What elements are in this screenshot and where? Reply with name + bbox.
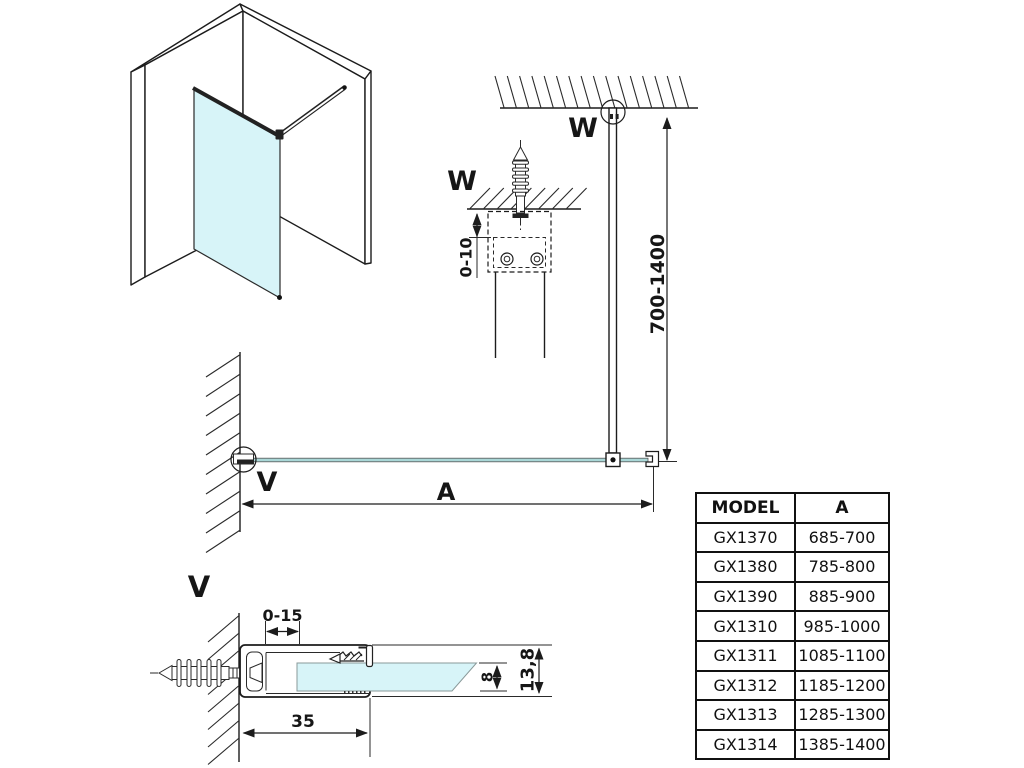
hatch-stroke xyxy=(206,511,240,533)
right-wall-end-edge xyxy=(365,71,371,264)
a-value-cell: 985-1000 xyxy=(795,611,889,641)
hatch-stroke xyxy=(206,414,240,436)
hatch-stroke xyxy=(507,76,516,108)
hatch-stroke xyxy=(643,76,652,108)
bar-screw-dot-left xyxy=(610,114,613,119)
glass-panel-section xyxy=(297,663,477,691)
hatch-stroke xyxy=(206,531,240,553)
anchor-screw-head xyxy=(513,214,529,219)
hatch-stroke xyxy=(206,394,240,416)
hatch-stroke xyxy=(532,76,541,108)
anchor-rib xyxy=(513,161,529,164)
anchor-tip-h xyxy=(159,666,172,681)
hatch-stroke xyxy=(581,76,590,108)
a-value-cell: 1285-1300 xyxy=(795,700,889,730)
bar-screw-dot-right xyxy=(616,114,619,119)
hatch-stroke xyxy=(593,76,602,108)
width-dimension-label: A xyxy=(436,478,456,506)
model-cell: GX1313 xyxy=(696,700,795,730)
hatch-stroke xyxy=(557,76,566,108)
glass-top-edge-line xyxy=(253,458,648,462)
anchor-rib xyxy=(513,182,529,185)
hatch-stroke xyxy=(206,492,240,514)
hatch-stroke xyxy=(544,76,553,108)
anchor-tip xyxy=(514,147,528,160)
depth-dimension-label: 35 xyxy=(291,712,315,732)
anchor-rib xyxy=(513,189,529,192)
table-row xyxy=(696,671,889,701)
hatch-stroke xyxy=(630,76,639,108)
model-column-header: MODEL xyxy=(696,493,795,523)
hatch-stroke xyxy=(206,355,240,377)
hatch-stroke xyxy=(618,76,627,108)
detail-v xyxy=(150,570,552,765)
hatch-stroke xyxy=(655,76,664,108)
a-value-cell: 1385-1400 xyxy=(795,730,889,760)
hatch-stroke xyxy=(680,76,689,108)
anchor-rib-h xyxy=(187,660,191,687)
table-row xyxy=(696,523,889,553)
table-row xyxy=(696,641,889,671)
ceiling-anchor-plug xyxy=(513,140,529,230)
glass-floor-foot-dot xyxy=(277,295,282,300)
detail-v-label: V xyxy=(187,570,211,604)
hatch-stroke xyxy=(206,375,240,397)
a-value-cell: 1085-1100 xyxy=(795,641,889,671)
marker-w-label: W xyxy=(568,113,598,144)
height-dimension-label: 700-1400 xyxy=(647,233,669,335)
hatch-stroke xyxy=(206,472,240,494)
model-cell: GX1310 xyxy=(696,611,795,641)
bracket-hole-left xyxy=(501,253,513,265)
anchor-rib xyxy=(513,175,529,178)
gap-dimension-label: 0-10 xyxy=(456,237,476,278)
iso-view xyxy=(131,4,371,300)
detail-w xyxy=(447,140,586,358)
hatch-stroke xyxy=(667,76,676,108)
hatch-stroke xyxy=(569,76,578,108)
inset-dimension-label: 0-15 xyxy=(262,606,303,625)
a-value-cell: 885-900 xyxy=(795,582,889,612)
hatch-stroke xyxy=(606,76,615,108)
a-column-header: A xyxy=(795,493,889,523)
table-row xyxy=(696,700,889,730)
anchor-rib-h xyxy=(217,660,221,687)
hatch-stroke xyxy=(495,76,504,108)
marker-v-label: V xyxy=(256,467,278,498)
model-cell: GX1380 xyxy=(696,552,795,582)
wall-profile-glass-edge xyxy=(237,460,254,464)
bar-clamp-3d xyxy=(276,130,284,140)
anchor-rib-h xyxy=(197,660,201,687)
a-value-cell: 785-800 xyxy=(795,552,889,582)
hatch-stroke xyxy=(520,76,529,108)
ceiling-hatch xyxy=(495,76,689,108)
model-table xyxy=(695,492,890,760)
table-row xyxy=(696,611,889,641)
table-row xyxy=(696,730,889,760)
detail-v-wall-hatch xyxy=(208,616,239,765)
model-cell: GX1312 xyxy=(696,671,795,701)
anchor-rib-h xyxy=(177,660,181,687)
a-value-cell: 1185-1200 xyxy=(795,671,889,701)
connector-bolt-dot xyxy=(610,457,615,462)
table-row xyxy=(696,582,889,612)
profile-height-label: 13,8 xyxy=(517,647,539,693)
wedge-handle xyxy=(367,646,373,667)
model-cell: GX1390 xyxy=(696,582,795,612)
anchor-shaft xyxy=(517,196,525,213)
glass-thickness-label: 8 xyxy=(478,671,497,683)
detail-w-label: W xyxy=(447,166,477,197)
table-header-row xyxy=(696,493,889,523)
bracket-hole-right xyxy=(531,253,543,265)
model-cell: GX1314 xyxy=(696,730,795,760)
left-wall-front-edge xyxy=(131,65,145,285)
model-table-container xyxy=(695,492,890,760)
anchor-rib-h xyxy=(207,660,211,687)
bar-wall-anchor-dot xyxy=(342,85,347,90)
anchor-rib xyxy=(513,168,529,171)
table-row xyxy=(696,552,889,582)
a-value-cell: 685-700 xyxy=(795,523,889,553)
model-cell: GX1311 xyxy=(696,641,795,671)
support-bar xyxy=(609,108,617,453)
model-cell: GX1370 xyxy=(696,523,795,553)
